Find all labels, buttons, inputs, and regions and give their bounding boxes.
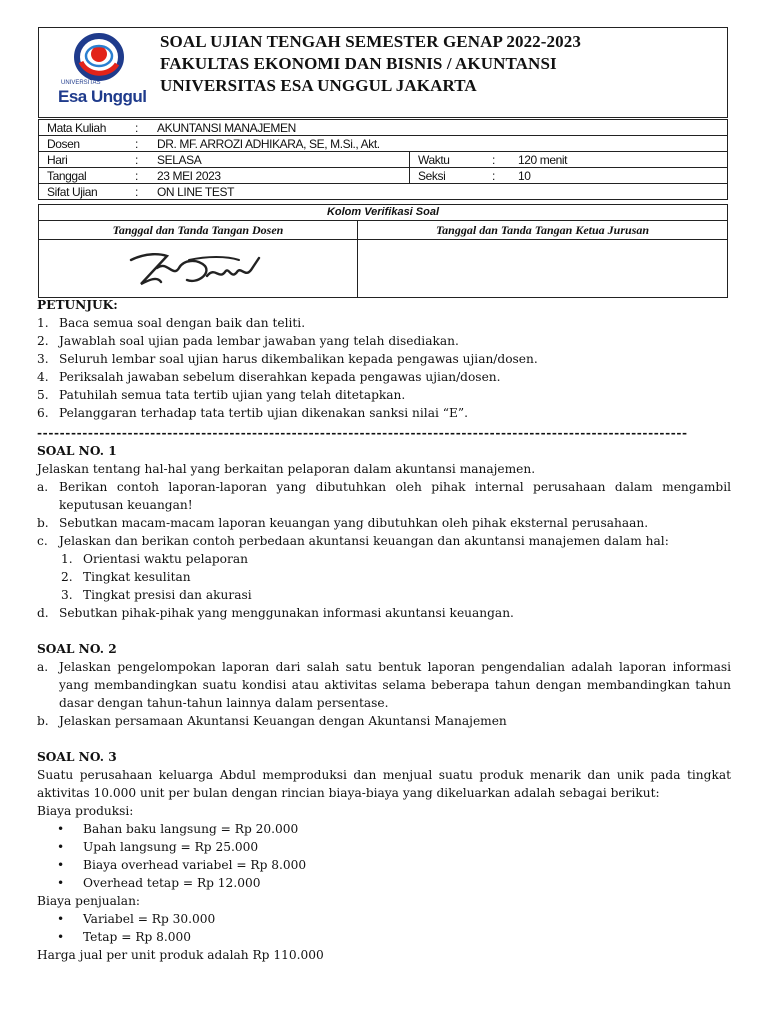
soal2-a: [37, 658, 731, 712]
colon: :: [135, 136, 138, 151]
bullet-item: [37, 856, 731, 874]
info-row-sifat: [39, 184, 728, 200]
soal3-intro: Suatu perusahaan keluarga Abdul memproduksi dan menjual suatu produk menarik dan unik pada tingkat aktivitas 10.000 unit per bulan dengan rincian biaya-biaya yang dikeluarkan adalah sebagai berikut:: [37, 768, 731, 800]
colon: :: [492, 168, 495, 183]
info-row-mata-kuliah: [39, 120, 728, 136]
sub-item-number: 2.: [61, 570, 73, 584]
info-row-dosen: [39, 136, 728, 152]
item-text: Jelaskan pengelompokan laporan dari salah satu bentuk laporan pengendalian adalah laporan informasi yang membandingkan suatu kondisi atau aktivitas selama beberapa tahun dengan membandingkan tahun dasar dengan tahun-tahun lainnya dalam persentase.: [59, 660, 731, 710]
bullet-text: Variabel = Rp 30.000: [83, 912, 216, 926]
exam-header: [38, 27, 728, 118]
soal3-produksi-title: Biaya produksi:: [37, 804, 134, 818]
soal2-b: [37, 712, 731, 730]
dosen-value: DR. MF. ARROZI ADHIKARA, SE, M.Si., Akt.: [157, 136, 380, 151]
item-text: Berikan contoh laporan-laporan yang dibutuhkan oleh pihak internal perusahaan dalam mengambil keputusan keuangan!: [59, 480, 731, 512]
item-number: b.: [37, 516, 49, 530]
tanggal-value: 23 MEI 2023: [157, 168, 221, 183]
colon: :: [135, 184, 138, 199]
bullet-item: [37, 910, 731, 928]
sub-item-number: 1.: [61, 552, 73, 566]
item-number: 5.: [37, 388, 49, 402]
colon: :: [492, 152, 495, 167]
item-number: 1.: [37, 316, 49, 330]
petunjuk-item: [37, 386, 731, 404]
soal1-c: [37, 532, 731, 550]
bullet-icon: •: [57, 840, 65, 854]
sifat-value: ON LINE TEST: [157, 184, 234, 199]
petunjuk-title: PETUNJUK:: [37, 298, 118, 312]
soal1-intro: Jelaskan tentang hal-hal yang berkaitan pelaporan dalam akuntansi manajemen.: [37, 462, 536, 476]
colon: :: [135, 168, 138, 183]
item-number: c.: [37, 534, 48, 548]
item-number: a.: [37, 480, 49, 494]
waktu-value: 120 menit: [518, 152, 568, 167]
lecturer-signature-header: Tanggal dan Tanda Tangan Dosen: [39, 221, 358, 240]
separator-line: -------------------------------------------------------------------------------------------------------------------: [37, 426, 688, 440]
bullet-item: [37, 874, 731, 892]
exam-body: [37, 296, 731, 964]
bullet-text: Tetap = Rp 8.000: [83, 930, 192, 944]
lecturer-signature: [127, 246, 277, 290]
tanggal-label: Tanggal: [47, 168, 87, 183]
petunjuk-list: [37, 314, 731, 422]
bullet-icon: •: [57, 822, 65, 836]
item-number: 4.: [37, 370, 49, 384]
item-number: 3.: [37, 352, 49, 366]
bullet-icon: •: [57, 858, 65, 872]
sub-item: [37, 586, 731, 604]
verification-box: [38, 204, 728, 298]
bullet-icon: •: [57, 912, 65, 926]
soal1-d: [37, 604, 731, 622]
item-text: Jawablah soal ujian pada lembar jawaban yang telah disediakan.: [59, 334, 459, 348]
petunjuk-item: [37, 404, 731, 422]
sub-item-text: Orientasi waktu pelaporan: [83, 552, 248, 566]
info-row-hari: [39, 152, 728, 168]
soal3-title: SOAL NO. 3: [37, 750, 117, 764]
verification-title: Kolom Verifikasi Soal: [39, 205, 727, 221]
item-number: 2.: [37, 334, 49, 348]
bullet-icon: •: [57, 876, 65, 890]
university-logo: [47, 32, 147, 110]
item-text: Sebutkan macam-macam laporan keuangan yang dibutuhkan oleh pihak eksternal perusahaan.: [59, 516, 649, 530]
bullet-icon: •: [57, 930, 65, 944]
sub-item: [37, 550, 731, 568]
head-signature-header: Tanggal dan Tanda Tangan Ketua Jurusan: [358, 221, 727, 240]
colon: :: [135, 120, 138, 135]
soal3-harga: Harga jual per unit produk adalah Rp 110.000: [37, 948, 324, 962]
item-text: Patuhilah semua tata tertib ujian yang telah ditetapkan.: [59, 388, 406, 402]
bullet-item: [37, 928, 731, 946]
bullet-text: Overhead tetap = Rp 12.000: [83, 876, 261, 890]
petunjuk-item: [37, 368, 731, 386]
soal1-title: SOAL NO. 1: [37, 444, 117, 458]
petunjuk-item: [37, 332, 731, 350]
soal3-penjualan-list: [37, 910, 731, 946]
lecturer-signature-cell: [39, 240, 358, 297]
item-text: Pelanggaran terhadap tata tertib ujian dikenakan sanksi nilai “E”.: [59, 406, 468, 420]
seksi-value: 10: [518, 168, 531, 183]
soal3-produksi-list: [37, 820, 731, 892]
item-text: Jelaskan dan berikan contoh perbedaan akuntansi keuangan dan akuntansi manajemen dalam hal:: [59, 534, 669, 548]
header-titles: [160, 31, 581, 97]
item-text: Baca semua soal dengan baik dan teliti.: [59, 316, 306, 330]
bullet-item: [37, 838, 731, 856]
hari-value: SELASA: [157, 152, 202, 167]
mata-kuliah-value: AKUNTANSI MANAJEMEN: [157, 120, 296, 135]
soal1-c-sublist: [37, 550, 731, 604]
hari-label: Hari: [47, 152, 68, 167]
item-number: d.: [37, 606, 49, 620]
sub-item: [37, 568, 731, 586]
header-line-3: UNIVERSITAS ESA UNGGUL JAKARTA: [160, 76, 477, 95]
item-text: Seluruh lembar soal ujian harus dikembalikan kepada pengawas ujian/dosen.: [59, 352, 538, 366]
petunjuk-item: [37, 314, 731, 332]
item-number: 6.: [37, 406, 49, 420]
sub-item-text: Tingkat kesulitan: [83, 570, 191, 584]
bullet-text: Upah langsung = Rp 25.000: [83, 840, 259, 854]
mata-kuliah-label: Mata Kuliah: [47, 120, 106, 135]
dosen-label: Dosen: [47, 136, 80, 151]
soal1-a: [37, 478, 731, 514]
header-line-1: SOAL UJIAN TENGAH SEMESTER GENAP 2022-2023: [160, 32, 581, 51]
sub-item-text: Tingkat presisi dan akurasi: [83, 588, 252, 602]
sifat-label: Sifat Ujian: [47, 184, 98, 199]
item-text: Jelaskan persamaan Akuntansi Keuangan dengan Akuntansi Manajemen: [59, 714, 507, 728]
waktu-label: Waktu: [418, 152, 450, 167]
soal3-penjualan-title: Biaya penjualan:: [37, 894, 141, 908]
soal1-b: [37, 514, 731, 532]
item-number: b.: [37, 714, 49, 728]
bullet-text: Bahan baku langsung = Rp 20.000: [83, 822, 299, 836]
item-text: Sebutkan pihak-pihak yang menggunakan informasi akuntansi keuangan.: [59, 606, 514, 620]
logo-name: Esa Unggul: [58, 87, 147, 106]
logo-subtitle: UNIVERSITAS: [61, 80, 101, 86]
soal2-title: SOAL NO. 2: [37, 642, 117, 656]
info-row-tanggal: [39, 168, 728, 184]
logo-emblem-icon: [47, 32, 147, 82]
header-line-2: FAKULTAS EKONOMI DAN BISNIS / AKUNTANSI: [160, 54, 557, 73]
bullet-item: [37, 820, 731, 838]
item-text: Periksalah jawaban sebelum diserahkan kepada pengawas ujian/dosen.: [59, 370, 501, 384]
bullet-text: Biaya overhead variabel = Rp 8.000: [83, 858, 307, 872]
item-number: a.: [37, 660, 49, 674]
colon: :: [135, 152, 138, 167]
seksi-label: Seksi: [418, 168, 446, 183]
petunjuk-item: [37, 350, 731, 368]
sub-item-number: 3.: [61, 588, 73, 602]
exam-info-table: [38, 119, 728, 200]
